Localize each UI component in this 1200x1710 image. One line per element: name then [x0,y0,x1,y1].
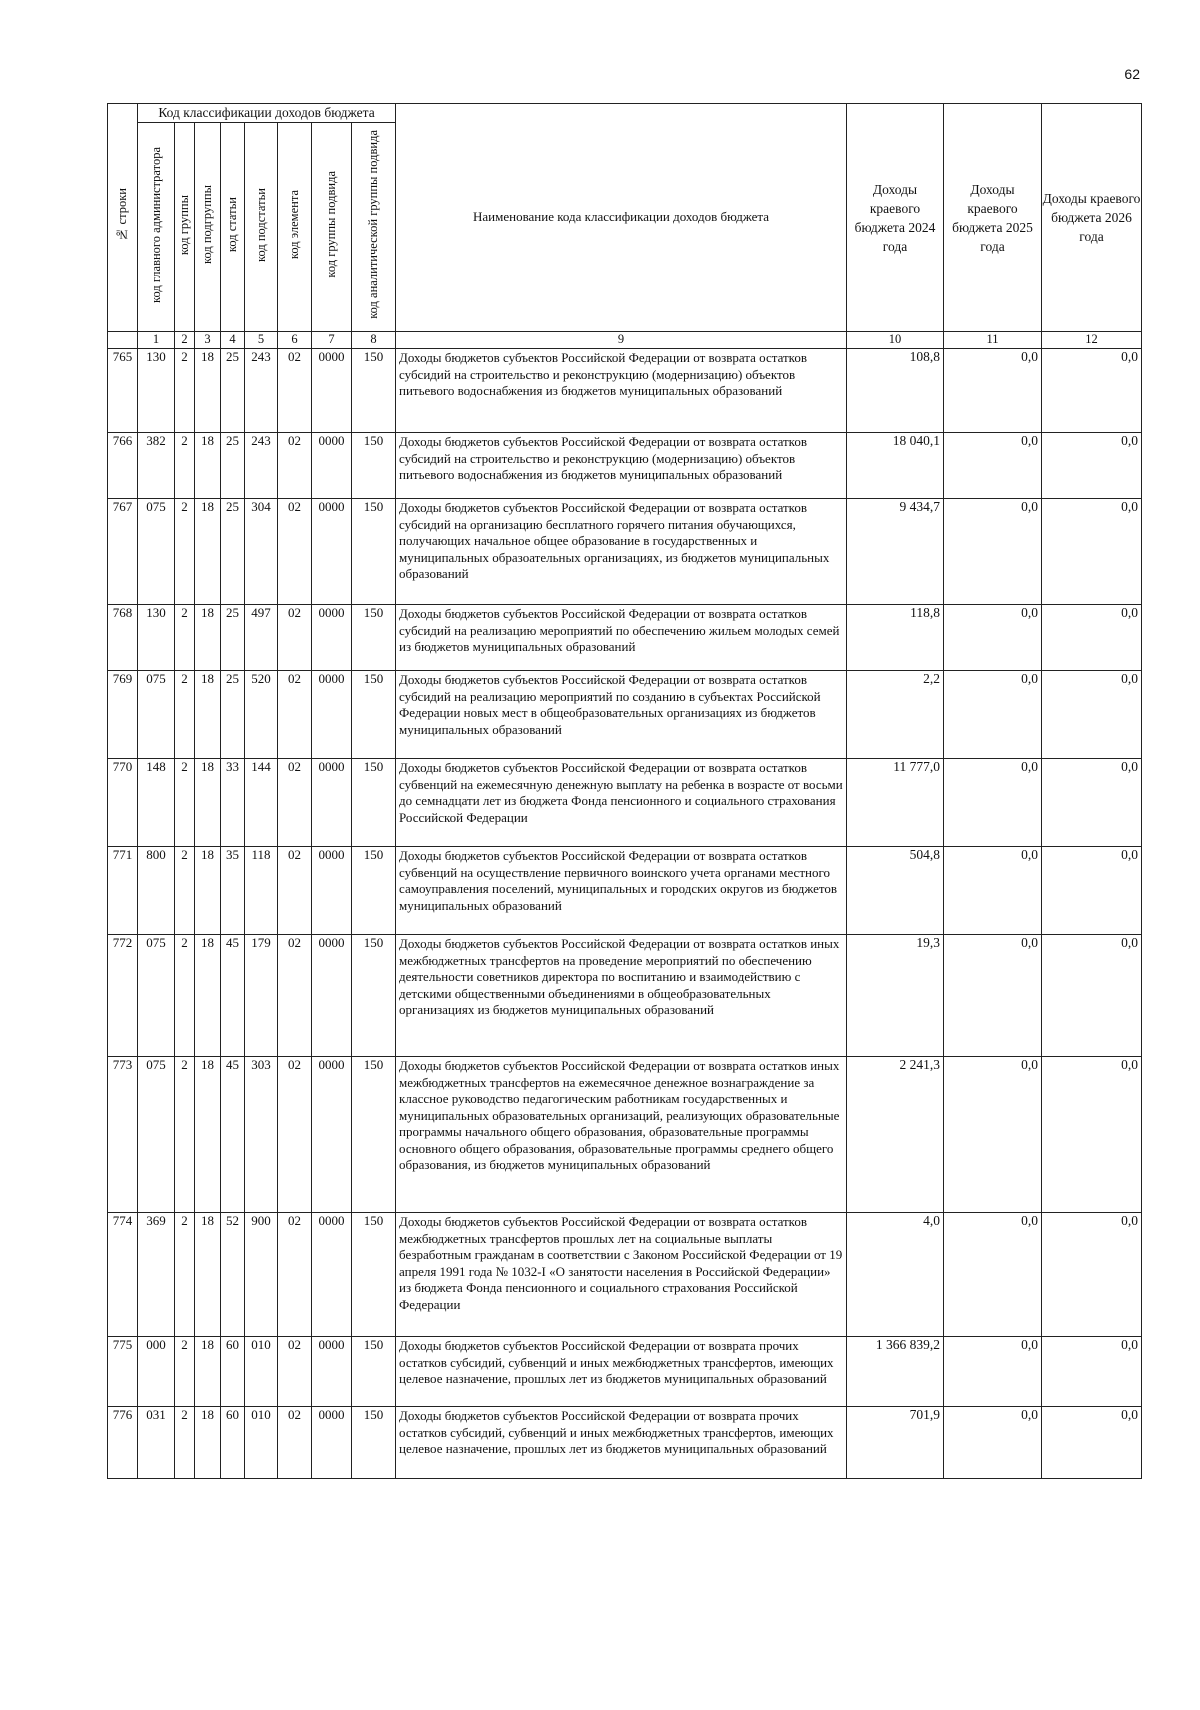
code-cell: 369 [138,1213,175,1337]
table-row [108,1057,1142,1213]
code-cell: 304 [245,499,278,605]
column-number: 5 [245,332,278,349]
table-row [108,671,1142,759]
income-name: Доходы бюджетов субъектов Российской Федерации от возврата остатков иных межбюджетных трансфертов на проведение мероприятий по обеспечению деятельности советников директора по воспитанию и взаимодействию с детскими общественными объединениями в общеобразовательных организациях из бюджетов муниципальных образований [396,935,847,1057]
income-2026: 0,0 [1042,499,1142,605]
row-number: 775 [108,1337,138,1407]
code-cell: 45 [221,1057,245,1213]
income-name: Доходы бюджетов субъектов Российской Федерации от возврата прочих остатков субсидий, субвенций и иных межбюджетных трансфертов, имеющих целевое назначение, прошлых лет из бюджетов муниципальных образований [396,1407,847,1479]
code-cell: 02 [278,847,312,935]
code-column-header: код аналитической группы подвида [352,123,396,332]
code-cell: 144 [245,759,278,847]
code-cell: 0000 [312,605,352,671]
income-name: Доходы бюджетов субъектов Российской Федерации от возврата остатков межбюджетных трансфертов прошлых лет на социальные выплаты безработным гражданам в соответствии с Законом Российской Федерации от 19 апреля 1991 года № 1032-I «О занятости населения в Российской Федерации» из бюджета Фонда пенсионного и социального страхования Российской Федерации [396,1213,847,1337]
code-cell: 075 [138,935,175,1057]
code-cell: 02 [278,1337,312,1407]
code-column-header: код подстатьи [245,123,278,332]
income-2026: 0,0 [1042,433,1142,499]
code-column-header: код подгруппы [195,123,221,332]
income-2024: 19,3 [847,935,944,1057]
code-cell: 150 [352,605,396,671]
code-cell: 18 [195,1213,221,1337]
income-2026: 0,0 [1042,349,1142,433]
code-cell: 02 [278,433,312,499]
row-number: 776 [108,1407,138,1479]
code-cell: 18 [195,1407,221,1479]
column-number: 2 [175,332,195,349]
income-name: Доходы бюджетов субъектов Российской Федерации от возврата остатков субсидий на реализацию мероприятий по созданию в субъектах Российской Федерации новых мест в общеобразовательных организациях из бюджетов муниципальных образований [396,671,847,759]
income-2025: 0,0 [944,1337,1042,1407]
code-cell: 02 [278,759,312,847]
income-2026: 0,0 [1042,847,1142,935]
code-cell: 150 [352,671,396,759]
table-row [108,759,1142,847]
code-cell: 25 [221,671,245,759]
column-number-blank [108,332,138,349]
code-cell: 18 [195,433,221,499]
row-number: 768 [108,605,138,671]
income-2025: 0,0 [944,1213,1042,1337]
name-header: Наименование кода классификации доходов бюджета [396,104,847,332]
row-number: 770 [108,759,138,847]
code-cell: 075 [138,671,175,759]
income-2025: 0,0 [944,433,1042,499]
code-cell: 2 [175,1057,195,1213]
code-cell: 0000 [312,671,352,759]
header-row-group [108,104,1142,123]
income-2025: 0,0 [944,671,1042,759]
code-cell: 900 [245,1213,278,1337]
income-2026: 0,0 [1042,935,1142,1057]
classification-group-header: Код классификации доходов бюджета [138,104,396,123]
code-column-header: код группы подвида [312,123,352,332]
code-cell: 18 [195,349,221,433]
table-row [108,847,1142,935]
code-cell: 02 [278,349,312,433]
code-cell: 382 [138,433,175,499]
income-name: Доходы бюджетов субъектов Российской Федерации от возврата остатков субвенций на осуществление первичного воинского учета органами местного самоуправления поселений, муниципальных и городских округов из бюджетов муниципальных образований [396,847,847,935]
code-cell: 130 [138,605,175,671]
code-cell: 520 [245,671,278,759]
income-2025: 0,0 [944,1057,1042,1213]
column-number: 4 [221,332,245,349]
row-number: 765 [108,349,138,433]
income-2024: 108,8 [847,349,944,433]
code-cell: 02 [278,605,312,671]
column-number: 6 [278,332,312,349]
code-cell: 2 [175,671,195,759]
code-cell: 031 [138,1407,175,1479]
code-cell: 0000 [312,433,352,499]
income-2024: 2,2 [847,671,944,759]
income-2025: 0,0 [944,847,1042,935]
code-cell: 179 [245,935,278,1057]
income-2026: 0,0 [1042,671,1142,759]
income-2026-header: Доходы краевого бюджета 2026 года [1042,104,1142,332]
column-number: 9 [396,332,847,349]
code-cell: 18 [195,499,221,605]
income-2025-header: Доходы краевого бюджета 2025 года [944,104,1042,332]
income-2024-header: Доходы краевого бюджета 2024 года [847,104,944,332]
code-cell: 150 [352,349,396,433]
code-cell: 02 [278,499,312,605]
row-number-header: № строки [108,104,138,332]
code-cell: 150 [352,1213,396,1337]
table-row [108,349,1142,433]
column-number: 10 [847,332,944,349]
code-cell: 02 [278,1407,312,1479]
table-row [108,1213,1142,1337]
code-cell: 0000 [312,1407,352,1479]
row-number: 772 [108,935,138,1057]
row-number: 767 [108,499,138,605]
code-cell: 150 [352,1057,396,1213]
code-cell: 18 [195,1337,221,1407]
code-cell: 0000 [312,499,352,605]
code-column-header: код статьи [221,123,245,332]
income-2024: 9 434,7 [847,499,944,605]
income-2024: 701,9 [847,1407,944,1479]
code-cell: 243 [245,349,278,433]
table-row [108,1337,1142,1407]
row-number: 771 [108,847,138,935]
code-cell: 2 [175,605,195,671]
code-cell: 150 [352,847,396,935]
code-cell: 0000 [312,1213,352,1337]
income-2024: 11 777,0 [847,759,944,847]
code-cell: 303 [245,1057,278,1213]
income-2025: 0,0 [944,1407,1042,1479]
code-cell: 2 [175,1407,195,1479]
income-2024: 504,8 [847,847,944,935]
code-cell: 000 [138,1337,175,1407]
code-cell: 150 [352,935,396,1057]
income-name: Доходы бюджетов субъектов Российской Федерации от возврата остатков субвенций на ежемесячную денежную выплату на ребенка в возрасте от восьми до семнадцати лет из бюджета Фонда пенсионного и социального страхования Российской Федерации [396,759,847,847]
income-name: Доходы бюджетов субъектов Российской Федерации от возврата остатков субсидий на реализацию мероприятий по обеспечению жильем молодых семей из бюджетов муниципальных образований [396,605,847,671]
code-cell: 02 [278,671,312,759]
page-number: 62 [1124,66,1140,82]
code-cell: 130 [138,349,175,433]
code-column-header: код элемента [278,123,312,332]
code-cell: 35 [221,847,245,935]
code-cell: 2 [175,499,195,605]
column-number: 8 [352,332,396,349]
income-2026: 0,0 [1042,759,1142,847]
code-cell: 60 [221,1407,245,1479]
income-2025: 0,0 [944,605,1042,671]
column-number: 11 [944,332,1042,349]
income-2025: 0,0 [944,935,1042,1057]
code-cell: 0000 [312,1057,352,1213]
income-name: Доходы бюджетов субъектов Российской Федерации от возврата прочих остатков субсидий, субвенций и иных межбюджетных трансфертов, имеющих целевое назначение, прошлых лет из бюджетов муниципальных образований [396,1337,847,1407]
code-cell: 52 [221,1213,245,1337]
code-cell: 0000 [312,847,352,935]
code-cell: 148 [138,759,175,847]
income-2024: 1 366 839,2 [847,1337,944,1407]
column-number: 12 [1042,332,1142,349]
income-2025: 0,0 [944,349,1042,433]
code-cell: 2 [175,1213,195,1337]
code-column-header: код группы [175,123,195,332]
income-2024: 118,8 [847,605,944,671]
row-number: 766 [108,433,138,499]
code-cell: 2 [175,935,195,1057]
income-name: Доходы бюджетов субъектов Российской Федерации от возврата остатков иных межбюджетных трансфертов на ежемесячное денежное вознаграждение за классное руководство педагогическим работникам государственных и муниципальных образовательных организаций, реализующих образовательные программы начального общего образования, образовательные программы основного общего образования, образовательные программы среднего общего образования, из бюджетов муниципальных образований [396,1057,847,1213]
code-cell: 150 [352,1337,396,1407]
income-2026: 0,0 [1042,605,1142,671]
table-row [108,935,1142,1057]
income-2026: 0,0 [1042,1213,1142,1337]
code-cell: 010 [245,1407,278,1479]
column-number: 1 [138,332,175,349]
code-cell: 02 [278,1057,312,1213]
code-cell: 2 [175,1337,195,1407]
table-row [108,1407,1142,1479]
code-cell: 18 [195,759,221,847]
code-cell: 60 [221,1337,245,1407]
code-cell: 0000 [312,759,352,847]
income-2026: 0,0 [1042,1337,1142,1407]
income-name: Доходы бюджетов субъектов Российской Федерации от возврата остатков субсидий на строительство и реконструкцию (модернизацию) объектов питьевого водоснабжения из бюджетов муниципальных образований [396,433,847,499]
code-cell: 0000 [312,935,352,1057]
code-cell: 0000 [312,349,352,433]
income-2024: 4,0 [847,1213,944,1337]
code-cell: 118 [245,847,278,935]
income-2026: 0,0 [1042,1057,1142,1213]
income-2025: 0,0 [944,759,1042,847]
income-2024: 18 040,1 [847,433,944,499]
column-number: 7 [312,332,352,349]
row-number: 769 [108,671,138,759]
code-cell: 25 [221,605,245,671]
table-row [108,499,1142,605]
code-cell: 2 [175,349,195,433]
code-cell: 497 [245,605,278,671]
code-cell: 25 [221,433,245,499]
code-cell: 075 [138,499,175,605]
code-cell: 45 [221,935,245,1057]
code-cell: 25 [221,349,245,433]
code-cell: 800 [138,847,175,935]
code-cell: 010 [245,1337,278,1407]
code-cell: 2 [175,433,195,499]
code-cell: 150 [352,433,396,499]
code-cell: 2 [175,759,195,847]
income-name: Доходы бюджетов субъектов Российской Федерации от возврата остатков субсидий на строительство и реконструкцию (модернизацию) объектов питьевого водоснабжения из бюджетов муниципальных образований [396,349,847,433]
income-2024: 2 241,3 [847,1057,944,1213]
code-cell: 02 [278,1213,312,1337]
income-classification-table [107,103,1142,1479]
code-cell: 33 [221,759,245,847]
code-cell: 075 [138,1057,175,1213]
code-cell: 2 [175,847,195,935]
code-cell: 150 [352,1407,396,1479]
code-cell: 150 [352,759,396,847]
code-cell: 18 [195,671,221,759]
row-number: 773 [108,1057,138,1213]
code-cell: 18 [195,605,221,671]
code-cell: 25 [221,499,245,605]
code-cell: 18 [195,847,221,935]
row-number: 774 [108,1213,138,1337]
income-name: Доходы бюджетов субъектов Российской Федерации от возврата остатков субсидий на организацию бесплатного горячего питания обучающихся, получающих начальное общее образование в государственных и муниципальных образоательных организациях, из бюджетов муниципальных образований [396,499,847,605]
income-2025: 0,0 [944,499,1042,605]
column-number: 3 [195,332,221,349]
table-row [108,605,1142,671]
column-number-row [108,332,1142,349]
income-2026: 0,0 [1042,1407,1142,1479]
code-cell: 243 [245,433,278,499]
code-cell: 0000 [312,1337,352,1407]
code-column-header: код главного администратора [138,123,175,332]
table-row [108,433,1142,499]
code-cell: 18 [195,1057,221,1213]
code-cell: 150 [352,499,396,605]
code-cell: 18 [195,935,221,1057]
code-cell: 02 [278,935,312,1057]
